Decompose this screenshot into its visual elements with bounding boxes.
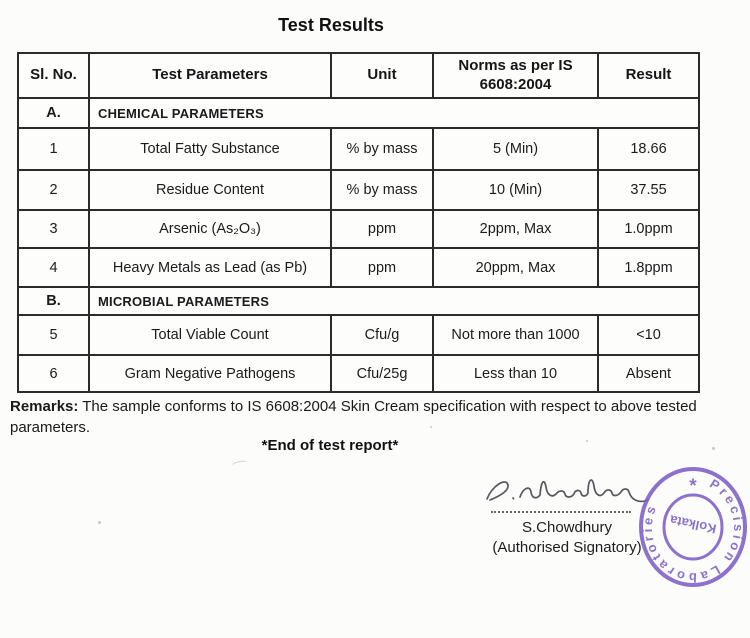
- cell-param: Heavy Metals as Lead (as Pb): [89, 248, 331, 287]
- header-norms: Norms as per IS 6608:2004: [433, 53, 598, 98]
- scan-mark: [231, 459, 248, 469]
- signature-stroke: [487, 480, 648, 501]
- cell-param: Residue Content: [89, 170, 331, 210]
- table-row: [18, 128, 699, 170]
- remarks-text: [10, 396, 710, 439]
- cell-result: 1.0ppm: [598, 210, 699, 248]
- cell-norm: 2ppm, Max: [433, 210, 598, 248]
- end-of-report-note: *End of test report*: [261, 437, 399, 454]
- cell-param: Total Viable Count: [89, 315, 331, 355]
- table-row: [18, 210, 699, 248]
- scan-speck: [430, 426, 432, 428]
- section-b-label: MICROBIAL PARAMETERS: [89, 287, 699, 315]
- cell-unit: ppm: [331, 248, 433, 287]
- table-header-row: [18, 53, 699, 98]
- header-sl-no: Sl. No.: [18, 53, 89, 98]
- section-a-label: CHEMICAL PARAMETERS: [89, 98, 699, 128]
- section-row-b: [18, 287, 699, 315]
- stamp-ring-text: Precision Laboratories: [639, 475, 747, 586]
- section-a-no: A.: [18, 98, 89, 128]
- cell-unit: Cfu/25g: [331, 355, 433, 392]
- results-table: [17, 52, 700, 393]
- cell-unit: % by mass: [331, 128, 433, 170]
- scan-speck: [712, 447, 715, 450]
- cell-result: 1.8ppm: [598, 248, 699, 287]
- handwritten-signature: [480, 468, 655, 523]
- table-row: [18, 315, 699, 355]
- section-row-a: [18, 98, 699, 128]
- cell-result: Absent: [598, 355, 699, 392]
- rubber-stamp: [636, 464, 750, 590]
- remarks-label: Remarks:: [10, 398, 79, 415]
- cell-no: 5: [18, 315, 89, 355]
- cell-norm: 20ppm, Max: [433, 248, 598, 287]
- header-params: Test Parameters: [89, 53, 331, 98]
- cell-no: 2: [18, 170, 89, 210]
- cell-no: 1: [18, 128, 89, 170]
- scan-speck: [98, 521, 101, 524]
- cell-no: 6: [18, 355, 89, 392]
- signature-dotted-line: [491, 511, 631, 513]
- cell-no: 4: [18, 248, 89, 287]
- header-result: Result: [598, 53, 699, 98]
- table-row: [18, 248, 699, 287]
- scan-speck: [586, 440, 588, 442]
- cell-param: Total Fatty Substance: [89, 128, 331, 170]
- cell-unit: % by mass: [331, 170, 433, 210]
- cell-result: 37.55: [598, 170, 699, 210]
- cell-norm: Less than 10: [433, 355, 598, 392]
- table-row: [18, 170, 699, 210]
- signatory-name: S.Chowdhury: [521, 519, 613, 536]
- cell-norm: 5 (Min): [433, 128, 598, 170]
- stamp-center-text: Kolkata: [668, 512, 718, 537]
- section-b-no: B.: [18, 287, 89, 315]
- cell-norm: 10 (Min): [433, 170, 598, 210]
- cell-param: Arsenic (As₂O₃): [89, 210, 331, 248]
- cell-unit: ppm: [331, 210, 433, 248]
- cell-param: Gram Negative Pathogens: [89, 355, 331, 392]
- cell-unit: Cfu/g: [331, 315, 433, 355]
- report-title: Test Results: [278, 15, 384, 35]
- table-row: [18, 355, 699, 392]
- cell-result: 18.66: [598, 128, 699, 170]
- stamp-star-icon: *: [689, 476, 697, 497]
- header-unit: Unit: [331, 53, 433, 98]
- results-table-wrap: [17, 52, 700, 393]
- remarks-body: The sample conforms to IS 6608:2004 Skin Cream specification with respect to above tested parameters.: [10, 398, 697, 437]
- cell-norm: Not more than 1000: [433, 315, 598, 355]
- cell-no: 3: [18, 210, 89, 248]
- signatory-role: (Authorised Signatory): [492, 539, 642, 556]
- cell-result: <10: [598, 315, 699, 355]
